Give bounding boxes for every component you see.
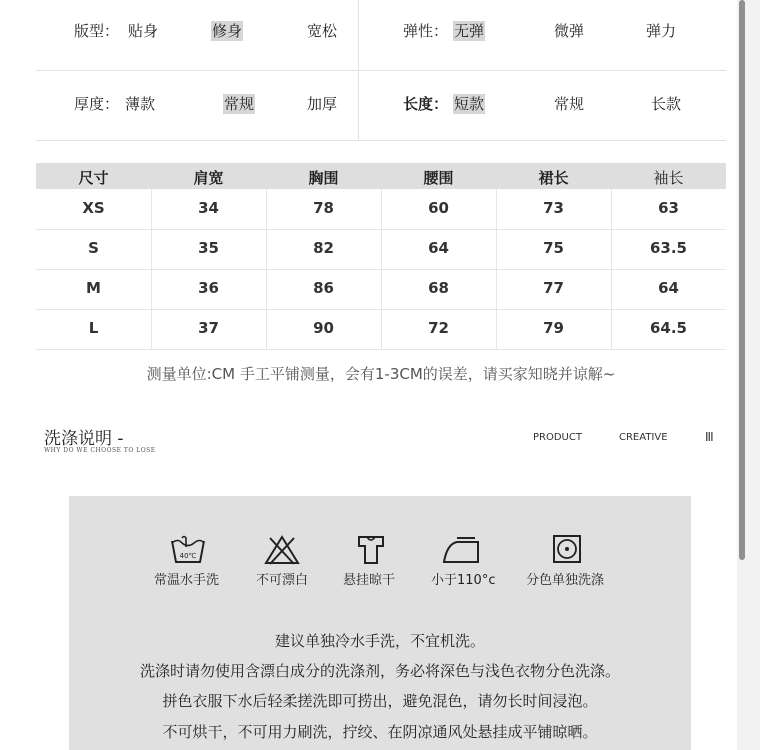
- thickness-option-thin: 薄款: [125, 95, 156, 113]
- column-divider: [266, 189, 267, 349]
- measurement-note: 测量单位:CM 手工平铺测量，会有1-3CM的误差，请买家知晓并谅解~: [146, 365, 616, 383]
- table-cell: 73: [543, 199, 564, 217]
- table-cell: M: [86, 279, 101, 297]
- table-cell: 37: [198, 319, 219, 337]
- attribute-row-thickness: [36, 70, 726, 141]
- fit-option-loose: 宽松: [307, 22, 338, 40]
- table-cell: 72: [428, 319, 449, 337]
- wash-instruction-line: 不可烘干，不可用力刷洗，拧绞、在阴凉通风处悬挂成平铺晾晒。: [162, 723, 598, 741]
- table-cell: XS: [82, 199, 105, 217]
- elasticity-option-stretch: 弹力: [646, 22, 677, 40]
- thickness-option-thick: 加厚: [307, 95, 338, 113]
- elasticity-option-slight: 微弹: [554, 22, 585, 40]
- header-waist: 腰围: [423, 169, 454, 187]
- table-cell: 63: [658, 199, 679, 217]
- wash-icon-label: 悬挂晾干: [343, 573, 396, 588]
- header-shoulder: 肩宽: [193, 169, 224, 187]
- menu-icon[interactable]: III: [705, 430, 713, 444]
- size-table-header: [36, 163, 726, 189]
- hang-dry-icon: [351, 534, 391, 566]
- table-cell: L: [88, 319, 99, 337]
- table-cell: 82: [313, 239, 334, 257]
- tumble-dry-icon: [547, 534, 587, 566]
- header-skirt-length: 裙长: [538, 169, 569, 187]
- header-size: 尺寸: [78, 169, 109, 187]
- length-option-short-selected: 短款: [454, 95, 485, 113]
- column-divider: [496, 189, 497, 349]
- column-divider: [381, 189, 382, 349]
- wash-icon-label: 不可漂白: [256, 573, 309, 588]
- wash-icon-label: 常温水手洗: [154, 573, 220, 588]
- header-sleeve-length: 袖长: [653, 169, 684, 187]
- length-label: 长度：: [403, 95, 449, 113]
- table-cell: 64.5: [649, 319, 687, 337]
- table-cell: 79: [543, 319, 564, 337]
- table-cell: 86: [313, 279, 334, 297]
- elasticity-option-none-selected: 无弹: [454, 22, 485, 40]
- wash-section-title: 洗涤说明 -: [44, 429, 124, 449]
- wash-instruction-line: 拼色衣服下水后轻柔搓洗即可捞出，避免混色，请勿长时间浸泡。: [162, 692, 598, 710]
- table-cell: 34: [198, 199, 219, 217]
- hand-wash-temp: 40℃: [179, 552, 197, 560]
- table-cell: 60: [428, 199, 449, 217]
- table-cell: 35: [198, 239, 219, 257]
- wash-instruction-line: 洗涤时请勿使用含漂白成分的洗涤剂，务必将深色与浅色衣物分色洗涤。: [139, 662, 620, 680]
- table-cell: 63.5: [649, 239, 687, 257]
- length-option-regular: 常规: [554, 95, 585, 113]
- header-chest: 胸围: [308, 169, 339, 187]
- hand-wash-icon: [168, 534, 208, 566]
- table-cell: 78: [313, 199, 334, 217]
- scrollbar-thumb[interactable]: [739, 0, 745, 560]
- attribute-row-fit: [36, 0, 726, 71]
- wash-icon-label: 小于110°c: [431, 573, 496, 588]
- wash-instruction-line: 建议单独冷水手洗，不宜机洗。: [274, 632, 485, 650]
- fit-label: 版型：: [74, 22, 120, 40]
- table-cell: 75: [543, 239, 564, 257]
- nav-link-product[interactable]: PRODUCT: [533, 432, 582, 443]
- table-cell: 68: [428, 279, 449, 297]
- column-divider: [151, 189, 152, 349]
- thickness-option-regular-selected: 常规: [224, 95, 255, 113]
- wash-instructions-panel: [69, 496, 691, 750]
- table-cell: 36: [198, 279, 219, 297]
- table-cell: 90: [313, 319, 334, 337]
- product-detail-page: [36, 0, 726, 750]
- wash-section-subtitle: WHY DO WE CHOOSE TO LOSE: [44, 447, 156, 454]
- iron-icon: [441, 534, 481, 566]
- nav-link-creative[interactable]: CREATIVE: [619, 432, 668, 443]
- table-cell: 64: [428, 239, 449, 257]
- table-cell: 77: [543, 279, 564, 297]
- wash-icon-label: 分色单独洗涤: [526, 573, 605, 588]
- elasticity-label: 弹性：: [403, 22, 449, 40]
- attribute-divider: [358, 0, 359, 140]
- table-cell: 64: [658, 279, 679, 297]
- table-cell: S: [88, 239, 99, 257]
- thickness-label: 厚度：: [74, 95, 120, 113]
- fit-option-slim-selected: 修身: [212, 22, 243, 40]
- no-bleach-icon: [262, 534, 302, 566]
- column-divider: [611, 189, 612, 349]
- length-option-long: 长款: [651, 95, 682, 113]
- fit-option-tight: 贴身: [128, 22, 159, 40]
